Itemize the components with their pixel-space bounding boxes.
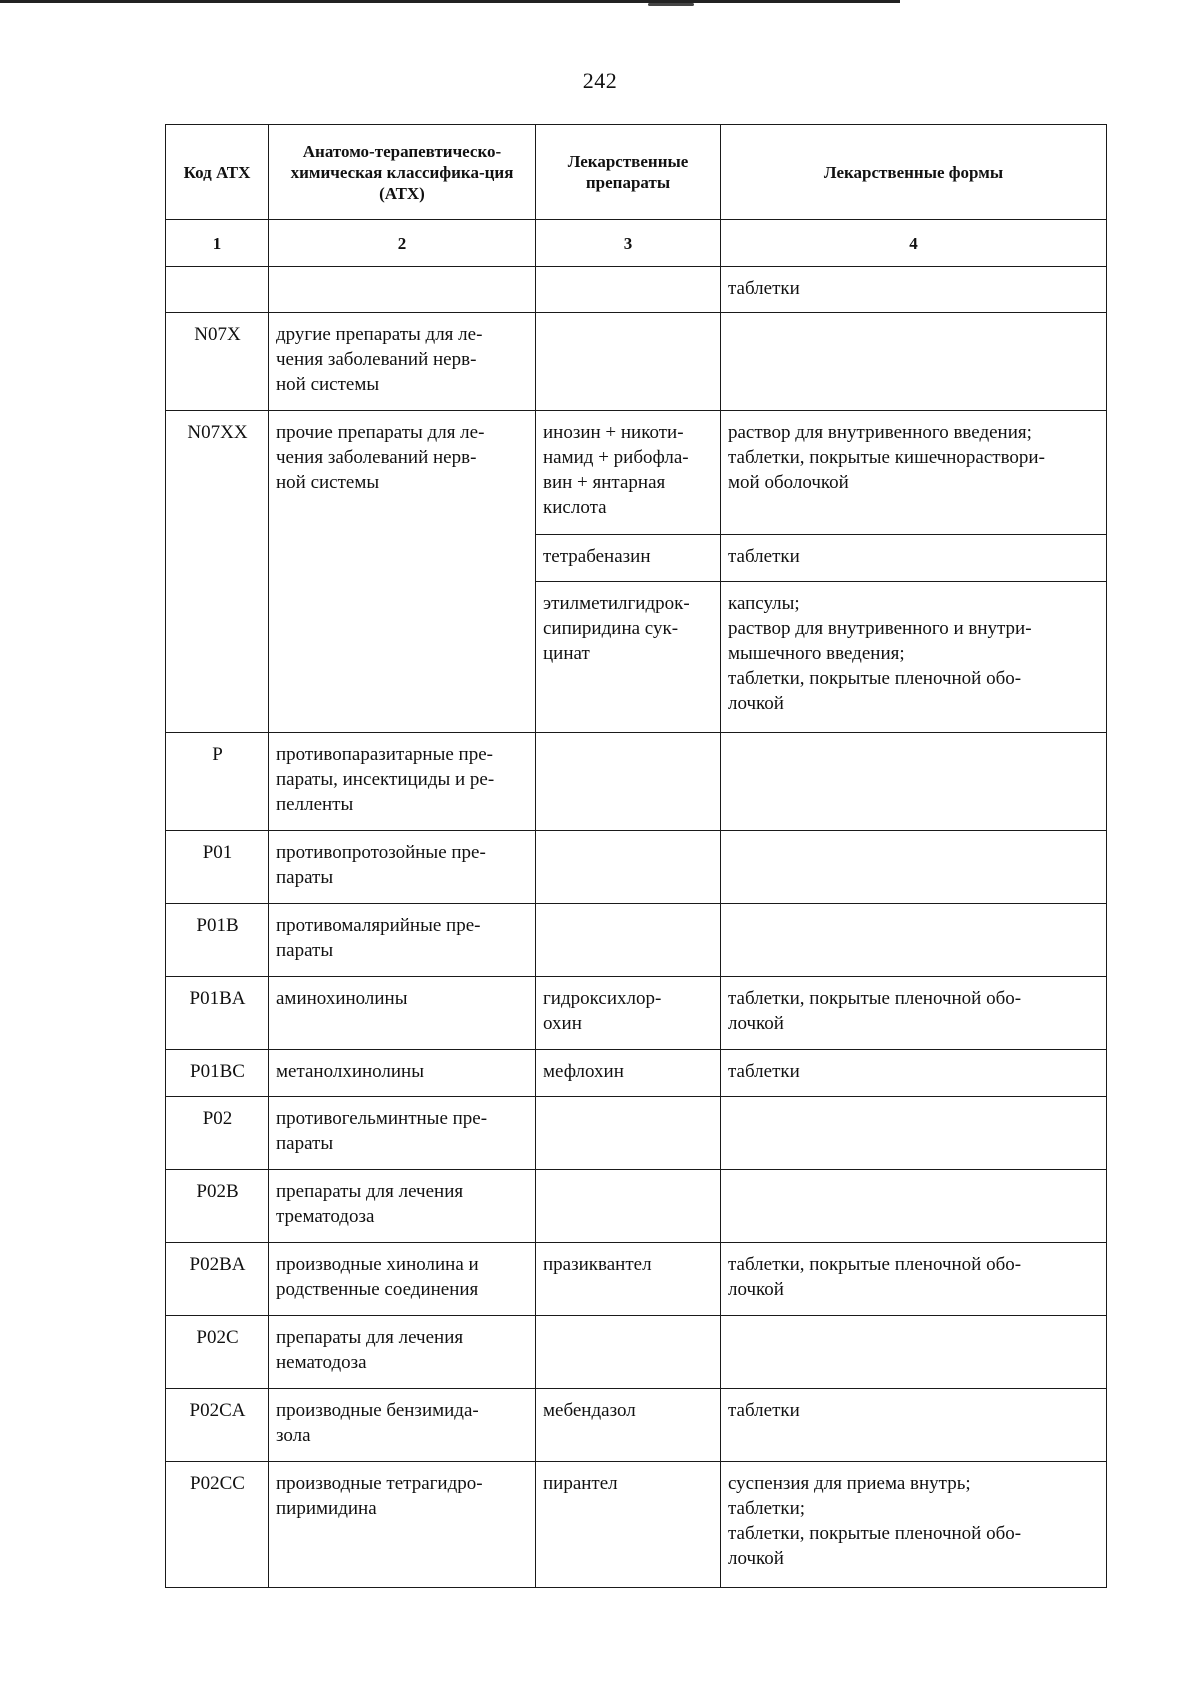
atx-table bbox=[165, 124, 1107, 1588]
drug-text: цинат bbox=[543, 643, 590, 664]
classification-cell bbox=[269, 831, 536, 904]
table-row bbox=[166, 1097, 1107, 1170]
page-number: 242 bbox=[582, 68, 618, 93]
code-cell: P01 bbox=[166, 831, 269, 904]
code-cell: P01B bbox=[166, 904, 269, 977]
classification-cell bbox=[269, 267, 536, 313]
classification-text: препараты для лечения bbox=[276, 1181, 464, 1202]
column-number: 4 bbox=[721, 220, 1107, 267]
form-cell bbox=[721, 1316, 1107, 1389]
column-number-row bbox=[166, 220, 1107, 267]
form-text: таблетки bbox=[728, 546, 800, 567]
classification-cell bbox=[269, 1389, 536, 1462]
classification-cell bbox=[269, 733, 536, 831]
code-cell: P02CC bbox=[166, 1462, 269, 1588]
form-cell bbox=[721, 733, 1107, 831]
classification-text: чения заболеваний нерв- bbox=[276, 349, 477, 370]
table-row bbox=[166, 1316, 1107, 1389]
scan-mark bbox=[648, 3, 694, 6]
drug-text: пирантел bbox=[543, 1473, 618, 1494]
classification-text: прочие препараты для ле- bbox=[276, 422, 485, 443]
table-row bbox=[166, 733, 1107, 831]
classification-cell bbox=[269, 1316, 536, 1389]
classification-text: противопротозойные пре- bbox=[276, 842, 486, 863]
classification-text: производные бензимида- bbox=[276, 1400, 479, 1421]
code-cell: P01BC bbox=[166, 1050, 269, 1097]
table-row bbox=[166, 831, 1107, 904]
code-cell: P01BA bbox=[166, 977, 269, 1050]
classification-cell bbox=[269, 1050, 536, 1097]
form-cell bbox=[721, 1170, 1107, 1243]
column-number: 2 bbox=[269, 220, 536, 267]
classification-text: противомалярийные пре- bbox=[276, 915, 481, 936]
drug-cell bbox=[536, 1050, 721, 1097]
classification-text: зола bbox=[276, 1425, 311, 1446]
form-text: таблетки bbox=[728, 1400, 800, 1421]
classification-text: противогельминтные пре- bbox=[276, 1108, 488, 1129]
form-text: таблетки, покрытые пленочной обо- bbox=[728, 1254, 1022, 1275]
classification-text: параты, инсектициды и ре- bbox=[276, 769, 495, 790]
code-cell: P02CA bbox=[166, 1389, 269, 1462]
form-text: таблетки bbox=[728, 1061, 800, 1082]
form-text: таблетки, покрытые пленочной обо- bbox=[728, 1523, 1022, 1544]
drug-cell bbox=[536, 1389, 721, 1462]
classification-text: пиримидина bbox=[276, 1498, 377, 1519]
code-cell: P bbox=[166, 733, 269, 831]
classification-text: параты bbox=[276, 867, 334, 888]
classification-cell bbox=[269, 977, 536, 1050]
table-row bbox=[166, 1243, 1107, 1316]
table-row bbox=[166, 1050, 1107, 1097]
drug-cell bbox=[536, 1243, 721, 1316]
form-text: таблетки, покрытые пленочной обо- bbox=[728, 988, 1022, 1009]
form-text: таблетки, покрытые пленочной обо- bbox=[728, 668, 1022, 689]
form-cell bbox=[721, 1097, 1107, 1170]
drug-cell bbox=[536, 1097, 721, 1170]
header-row bbox=[166, 125, 1107, 220]
column-number: 3 bbox=[536, 220, 721, 267]
classification-cell bbox=[269, 1462, 536, 1588]
classification-text: чения заболеваний нерв- bbox=[276, 447, 477, 468]
table-row bbox=[166, 977, 1107, 1050]
classification-text: ной системы bbox=[276, 374, 380, 395]
classification-text: метанолхинолины bbox=[276, 1061, 424, 1082]
classification-cell bbox=[269, 313, 536, 411]
form-text: лочкой bbox=[728, 1279, 784, 1300]
classification-cell bbox=[269, 1097, 536, 1170]
classification-text: родственные соединения bbox=[276, 1279, 479, 1300]
classification-text: параты bbox=[276, 940, 334, 961]
form-cell bbox=[721, 831, 1107, 904]
form-text: капсулы; bbox=[728, 593, 800, 614]
drug-cell bbox=[536, 313, 721, 411]
drug-text: инозин + никоти- bbox=[543, 422, 684, 443]
drug-text: мебендазол bbox=[543, 1400, 636, 1421]
drug-text: гидроксихлор- bbox=[543, 988, 662, 1009]
drug-cell bbox=[536, 831, 721, 904]
code-cell: N07X bbox=[166, 313, 269, 411]
form-cell bbox=[721, 535, 1107, 582]
header-forms: Лекарственные формы bbox=[721, 125, 1107, 220]
form-text: таблетки, покрытые кишечнораствори- bbox=[728, 447, 1045, 468]
drug-text: кислота bbox=[543, 497, 607, 518]
classification-text: пелленты bbox=[276, 794, 354, 815]
classification-text: препараты для лечения bbox=[276, 1327, 464, 1348]
form-text: лочкой bbox=[728, 1013, 784, 1034]
header-classification: Анатомо-терапевтическо-химическая классифика-ция (АТХ) bbox=[269, 125, 536, 220]
drug-text: этилметилгидрок- bbox=[543, 593, 690, 614]
top-rule bbox=[0, 0, 900, 3]
drug-cell bbox=[536, 1316, 721, 1389]
classification-text: ной системы bbox=[276, 472, 380, 493]
drug-text: тетрабеназин bbox=[543, 546, 651, 567]
form-text: таблетки bbox=[728, 278, 800, 299]
table-row bbox=[166, 1462, 1107, 1588]
drug-text: вин + янтарная bbox=[543, 472, 666, 493]
form-cell bbox=[721, 582, 1107, 733]
form-cell bbox=[721, 1050, 1107, 1097]
classification-cell bbox=[269, 904, 536, 977]
form-text: лочкой bbox=[728, 693, 784, 714]
form-cell bbox=[721, 411, 1107, 535]
classification-text: нематодоза bbox=[276, 1352, 367, 1373]
form-cell bbox=[721, 1462, 1107, 1588]
classification-text: параты bbox=[276, 1133, 334, 1154]
drug-cell bbox=[536, 411, 721, 535]
form-text: лочкой bbox=[728, 1548, 784, 1569]
classification-text: производные тетрагидро- bbox=[276, 1473, 483, 1494]
form-text: мой оболочкой bbox=[728, 472, 849, 493]
form-cell bbox=[721, 904, 1107, 977]
table-row bbox=[166, 1389, 1107, 1462]
form-cell bbox=[721, 977, 1107, 1050]
table-row bbox=[166, 411, 1107, 535]
classification-text: другие препараты для ле- bbox=[276, 324, 483, 345]
form-cell bbox=[721, 1389, 1107, 1462]
table-row bbox=[166, 1170, 1107, 1243]
header-code: Код АТХ bbox=[166, 125, 269, 220]
form-text: раствор для внутривенного введения; bbox=[728, 422, 1032, 443]
code-cell: P02 bbox=[166, 1097, 269, 1170]
drug-cell bbox=[536, 535, 721, 582]
code-cell bbox=[166, 267, 269, 313]
code-cell: P02C bbox=[166, 1316, 269, 1389]
code-cell: P02BA bbox=[166, 1243, 269, 1316]
classification-cell bbox=[269, 411, 536, 733]
table-row bbox=[166, 904, 1107, 977]
code-cell: N07XX bbox=[166, 411, 269, 733]
classification-text: производные хинолина и bbox=[276, 1254, 479, 1275]
code-cell: P02B bbox=[166, 1170, 269, 1243]
form-text: раствор для внутривенного и внутри- bbox=[728, 618, 1032, 639]
drug-text: мефлохин bbox=[543, 1061, 624, 1082]
drug-cell bbox=[536, 267, 721, 313]
form-text: мышечного введения; bbox=[728, 643, 905, 664]
drug-text: празиквантел bbox=[543, 1254, 652, 1275]
classification-text: аминохинолины bbox=[276, 988, 408, 1009]
classification-text: трематодоза bbox=[276, 1206, 375, 1227]
drug-cell bbox=[536, 733, 721, 831]
form-text: суспензия для приема внутрь; bbox=[728, 1473, 971, 1494]
column-number: 1 bbox=[166, 220, 269, 267]
drug-cell bbox=[536, 582, 721, 733]
drug-text: намид + рибофла- bbox=[543, 447, 689, 468]
table-row bbox=[166, 267, 1107, 313]
form-text: таблетки; bbox=[728, 1498, 806, 1519]
classification-cell bbox=[269, 1243, 536, 1316]
drug-cell bbox=[536, 1462, 721, 1588]
drug-text: сипиридина сук- bbox=[543, 618, 679, 639]
form-cell bbox=[721, 1243, 1107, 1316]
header-drugs: Лекарственные препараты bbox=[536, 125, 721, 220]
form-cell bbox=[721, 313, 1107, 411]
drug-cell bbox=[536, 977, 721, 1050]
table-row bbox=[166, 313, 1107, 411]
drug-cell bbox=[536, 904, 721, 977]
classification-cell bbox=[269, 1170, 536, 1243]
classification-text: противопаразитарные пре- bbox=[276, 744, 493, 765]
drug-text: охин bbox=[543, 1013, 582, 1034]
drug-cell bbox=[536, 1170, 721, 1243]
form-cell bbox=[721, 267, 1107, 313]
